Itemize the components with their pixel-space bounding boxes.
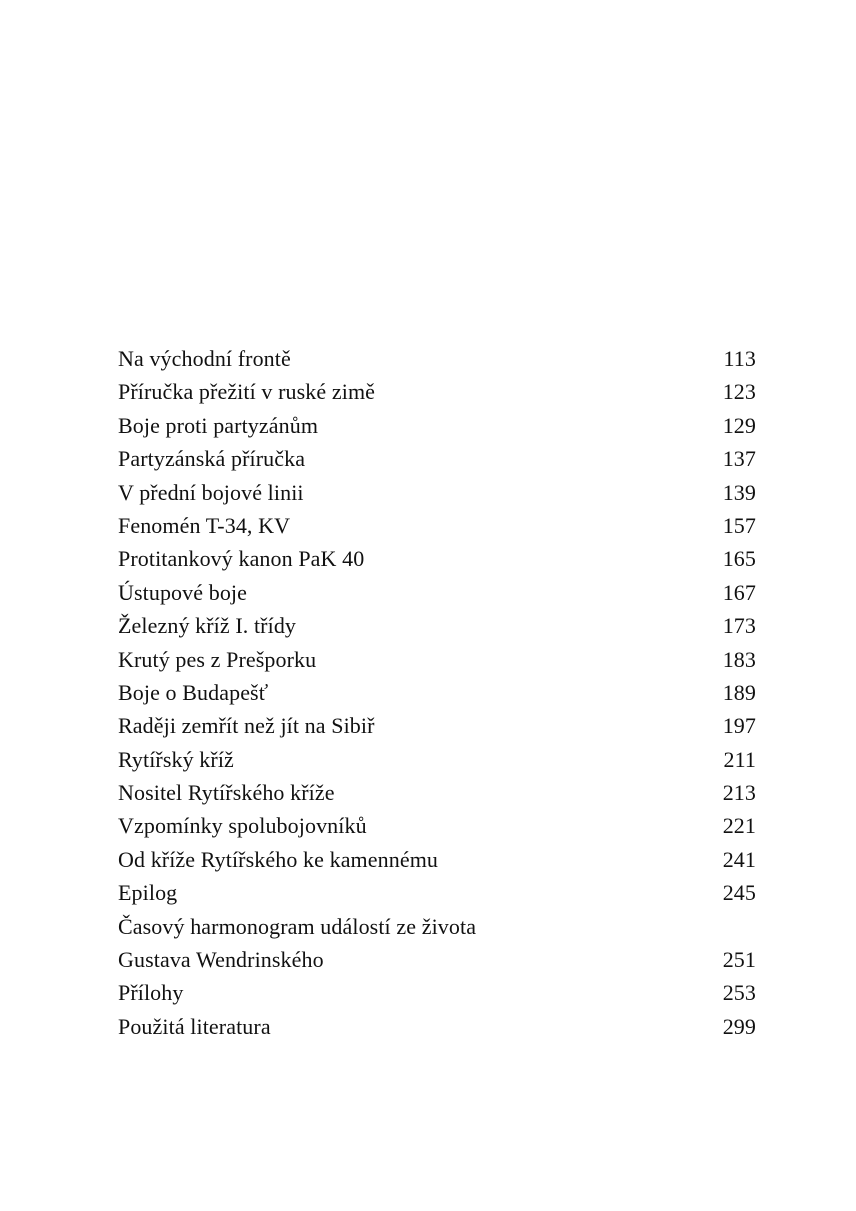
- toc-entry: [118, 476, 756, 509]
- toc-entry-page: 173: [722, 613, 756, 639]
- toc-entry-page: 183: [722, 646, 756, 672]
- toc-entry-title: Protitankový kanon PaK 40: [118, 546, 365, 572]
- toc-entry: [118, 976, 756, 1009]
- toc-entry-title: Krutý pes z Prešporku: [118, 646, 317, 672]
- toc-entry: [118, 910, 756, 943]
- toc-entry-page: 221: [722, 813, 756, 839]
- toc-entry: [118, 876, 756, 909]
- toc-entry-title: Na východní frontě: [118, 346, 291, 371]
- toc-entry-title: Časový harmonogram událostí ze života: [118, 913, 477, 939]
- toc-entry-page: 139: [722, 479, 756, 505]
- toc-entry-title: Od kříže Rytířského ke kamennému: [118, 846, 439, 872]
- toc-entry: [118, 676, 756, 709]
- toc-entry-title: Fenomén T-34, KV: [118, 512, 291, 538]
- toc-entry-page: 123: [722, 379, 756, 405]
- toc-entry-page: 245: [722, 880, 756, 906]
- toc-entry-title: Železný kříž I. třídy: [118, 613, 297, 639]
- table-of-contents: [118, 342, 756, 1043]
- toc-entry-title: V přední bojové linii: [118, 479, 304, 505]
- toc-entry: [118, 709, 756, 742]
- toc-entry: [118, 643, 756, 676]
- toc-entry: [118, 809, 756, 842]
- toc-entry-page: 165: [722, 546, 756, 572]
- toc-entry-page: 189: [722, 679, 756, 705]
- toc-entry-title: Vzpomínky spolubojovníků: [118, 813, 367, 839]
- toc-entry-title: Boje o Budapešť: [118, 679, 269, 705]
- toc-entry: [118, 542, 756, 575]
- toc-entry-title: Použitá literatura: [118, 1013, 271, 1039]
- toc-entry-title: Boje proti partyzánům: [118, 412, 319, 438]
- toc-entry-page: 157: [722, 512, 756, 538]
- toc-entry: [118, 576, 756, 609]
- toc-entry: [118, 1010, 756, 1043]
- toc-entry-title: Raději zemřít než jít na Sibiř: [118, 713, 375, 739]
- toc-entry-page: 113: [723, 346, 756, 371]
- toc-entry: [118, 509, 756, 542]
- toc-entry: [118, 609, 756, 642]
- toc-entry-page: 137: [722, 446, 756, 472]
- toc-entry-title: Přílohy: [118, 980, 184, 1006]
- toc-entry-title: Partyzánská příručka: [118, 446, 306, 472]
- toc-entry-page: 241: [722, 846, 756, 872]
- toc-entry-title: Nositel Rytířského kříže: [118, 780, 335, 806]
- toc-entry-page: 253: [722, 980, 756, 1006]
- toc-entry: [118, 776, 756, 809]
- toc-entry: [118, 409, 756, 442]
- toc-entry-page: 251: [722, 947, 756, 973]
- toc-entry-page: 211: [723, 746, 756, 772]
- toc-entry: [118, 375, 756, 408]
- toc-entry: [118, 843, 756, 876]
- toc-entry-title: Gustava Wendrinského: [118, 947, 324, 973]
- toc-entry: [118, 342, 756, 375]
- toc-entry-title: Příručka přežití v ruské zimě: [118, 379, 376, 405]
- toc-entry-page: 213: [722, 780, 756, 806]
- toc-entry-page: 167: [722, 579, 756, 605]
- toc-entry-page: 129: [722, 412, 756, 438]
- toc-entry-title: Rytířský kříž: [118, 746, 234, 772]
- toc-entry-page: 197: [722, 713, 756, 739]
- toc-entry: [118, 743, 756, 776]
- toc-entry: [118, 442, 756, 475]
- toc-entry-page: 299: [722, 1013, 756, 1039]
- toc-entry-title: Epilog: [118, 880, 178, 906]
- toc-entry-title: Ústupové boje: [118, 579, 248, 605]
- toc-entry: [118, 943, 756, 976]
